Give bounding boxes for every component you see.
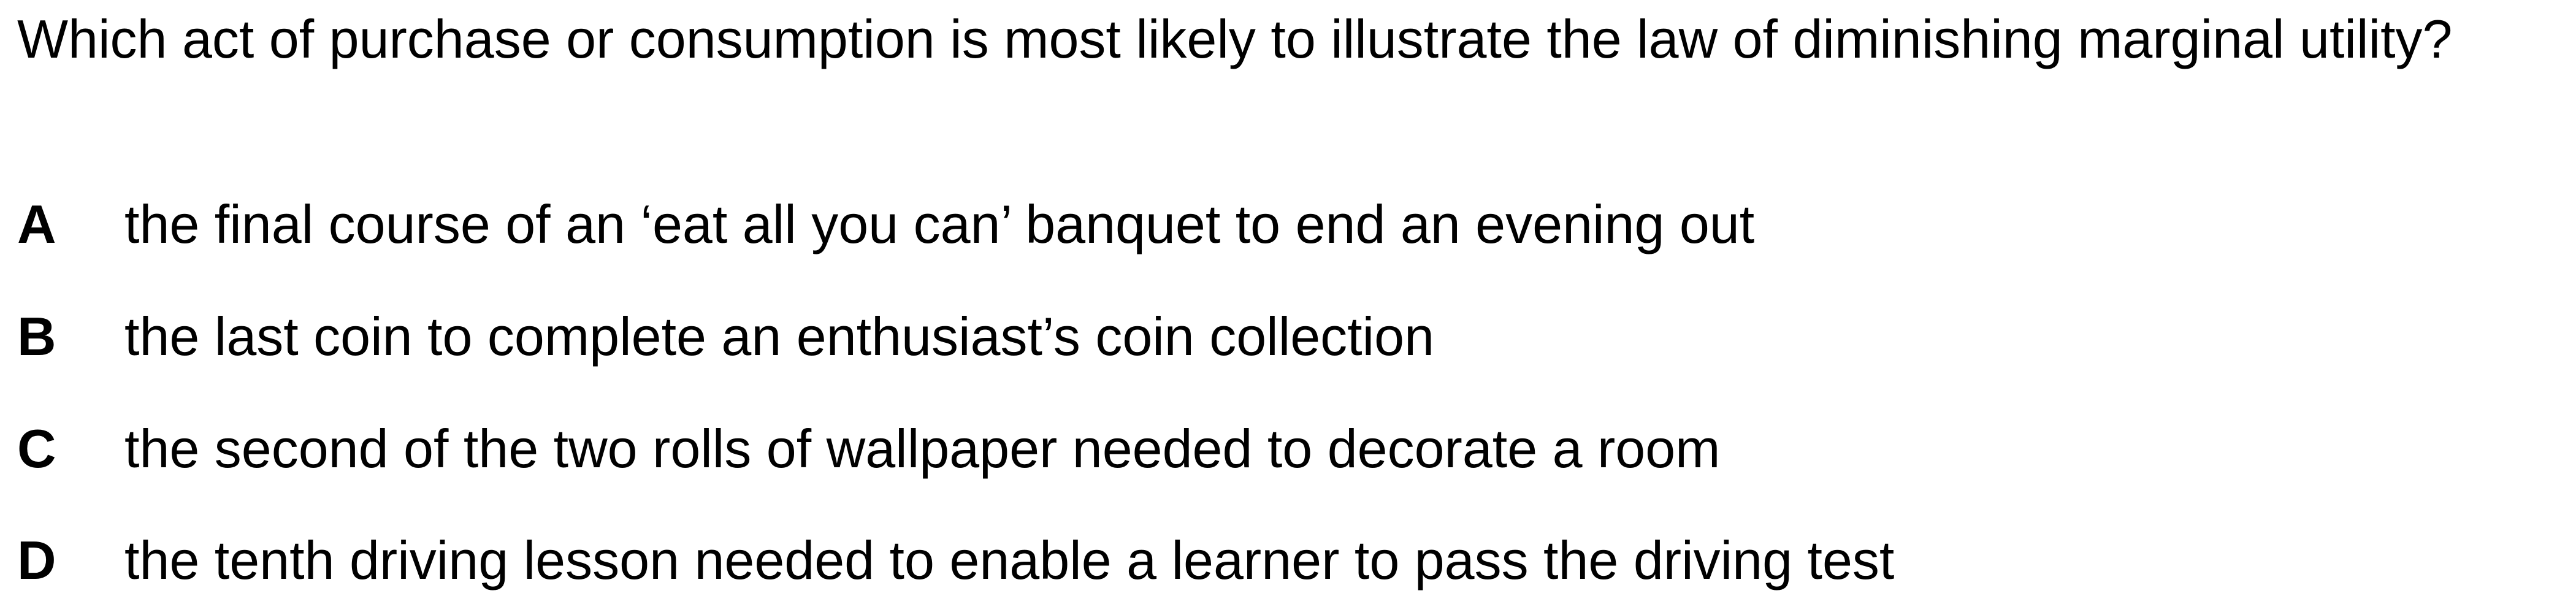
option-text: the tenth driving lesson needed to enable a learner to pass the driving test	[124, 530, 1895, 591]
option-letter: A	[17, 194, 56, 254]
option-a[interactable]	[17, 191, 1754, 258]
option-text: the final course of an ‘eat all you can’ banquet to end an evening out	[124, 194, 1755, 254]
option-letter: B	[17, 306, 56, 367]
option-c[interactable]	[17, 416, 1721, 482]
option-b[interactable]	[17, 304, 1434, 370]
option-letter: D	[17, 530, 56, 591]
option-text: the last coin to complete an enthusiast’s coin collection	[124, 306, 1435, 367]
option-d[interactable]	[17, 527, 1894, 594]
question-text: Which act of purchase or consumption is most likely to illustrate the law of diminishing marginal utility?	[17, 9, 2453, 69]
option-letter: C	[17, 418, 56, 479]
option-text: the second of the two rolls of wallpaper needed to decorate a room	[124, 418, 1721, 479]
